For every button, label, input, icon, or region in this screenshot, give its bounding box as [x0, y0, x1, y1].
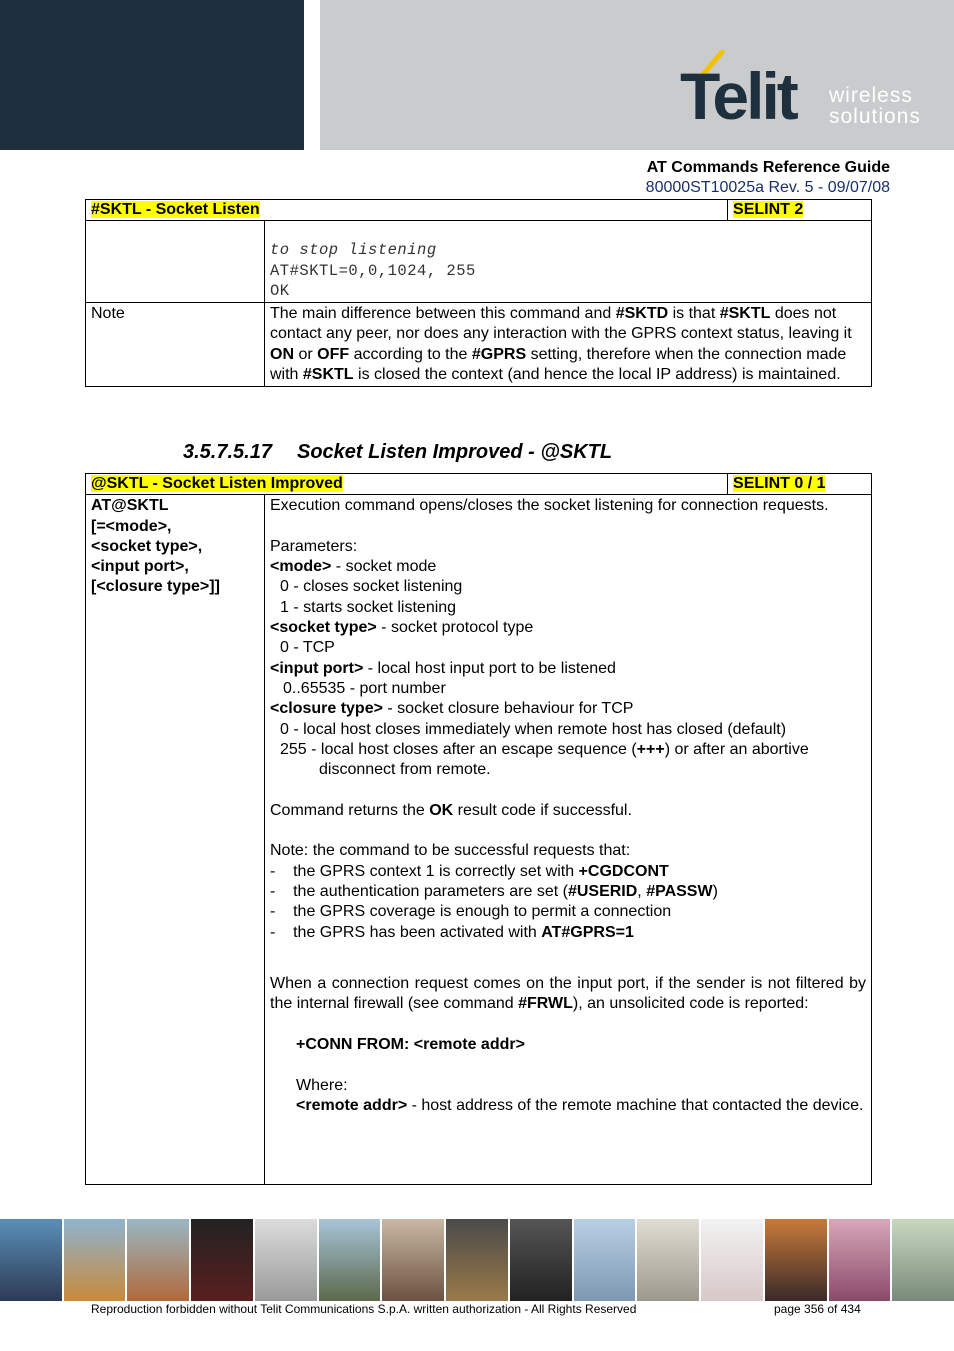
photo-clock-image: [191, 1219, 255, 1301]
connection-text: When a connection request comes on the input port, if the sender is not filtered by the internal firewall (see command #FRWL), an unsolicited code is reported:: [270, 975, 867, 1013]
table-row: [86, 495, 872, 1185]
copyright-footer: Reproduction forbidden without Telit Communications S.p.A. written authorization - All Rights Reserved: [91, 1302, 637, 1316]
photo-wind-image: [574, 1219, 638, 1301]
param-mode: <mode> - socket mode: [270, 558, 437, 576]
photo-sign-image: [64, 1219, 128, 1301]
photo-station-image: [765, 1219, 829, 1301]
photo-laser-image: [701, 1219, 765, 1301]
doc-revision: 80000ST10025a Rev. 5 - 09/07/08: [645, 179, 890, 196]
list-item: - the authentication parameters are set (#USERID, #PASSW): [270, 882, 718, 900]
photo-road-image: [0, 1219, 64, 1301]
selint-cell: SELINT 0 / 1: [728, 474, 872, 495]
telit-logo: Telit: [680, 59, 796, 133]
table-title-cell: #SKTL - Socket Listen: [86, 200, 728, 221]
note-text: The main difference between this command and #SKTD is that #SKTL does not contact any peer, nor does any interaction with the GPRS context status, leaving it ON or OFF according to the #GPRS setting, therefore when the connection made with #SKTL is closed the context (and hence the local IP address) is maintained.: [265, 303, 872, 387]
sktl-table: [85, 199, 872, 387]
logo-tagline: wireless solutions: [829, 84, 921, 128]
command-description-cell: Execution command opens/closes the socket listening for connection requests. Parameters: <mode> - socket mode 0 - closes socket listening 1 - starts socket listening <socket type> - socket protocol type 0 - TCP <input port> - local host input port to be listened 0..65535 - port number <closure type> - socket closure behaviour for TCP 0 - local host closes immediately when remote host has closed (default) 255 - local host closes after an escape sequence (+++) or after an abortive disconnect from remote. Command returns the OK result code if successful. Note: the command to be successful requests that: - the GPRS context 1 is correctly set with +CGDCONT - the authentication parameters are set (#USERID, #PASSW) - the GPRS coverage is enough to permit a connection - the GPRS has been activated with AT#GPRS=1 When a connection request comes on the input port, if the sender is not filtered by the internal firewall (see command #FRWL), an unsolicited code is reported: +CONN FROM: <remote addr> Where: <remote addr> - host address of the remote machine that contacted the device.: [265, 495, 872, 1185]
param-socket-type: <socket type> - socket protocol type: [270, 619, 534, 637]
example-cell: to stop listening AT#SKTL=0,0,1024, 255 OK: [265, 221, 872, 303]
photo-phone-image: [510, 1219, 574, 1301]
photo-keyboard-image: [255, 1219, 319, 1301]
photo-meter-image: [637, 1219, 701, 1301]
table-row: [86, 221, 872, 303]
photo-store-image: [829, 1219, 893, 1301]
note-label: Note: [86, 303, 265, 387]
command-syntax-cell: AT@SKTL [=<mode>, <socket type>, <input port>, [<closure type>]]: [86, 495, 265, 1185]
param-input-port: <input port> - local host input port to be listened: [270, 659, 616, 677]
list-item: - the GPRS has been activated with AT#GPRS=1: [270, 923, 634, 941]
list-item: - the GPRS context 1 is correctly set with +CGDCONT: [270, 862, 669, 880]
table-row: [86, 200, 872, 221]
selint-cell: SELINT 2: [728, 200, 872, 221]
photo-card-image: [382, 1219, 446, 1301]
param-closure-type: <closure type> - socket closure behaviour for TCP: [270, 700, 634, 718]
photo-camera-image: [892, 1219, 954, 1301]
photo-cyclist-image: [319, 1219, 383, 1301]
list-item: - the GPRS coverage is enough to permit a connection: [270, 903, 672, 921]
header-dark-panel: [0, 0, 304, 150]
remote-addr-desc: <remote addr> - host address of the remote machine that contacted the device.: [296, 1096, 864, 1114]
section-heading: 3.5.7.5.17 Socket Listen Improved - @SKTL: [183, 441, 613, 463]
page-number: page 356 of 434: [774, 1302, 861, 1316]
return-code-text: Command returns the OK result code if successful.: [270, 801, 632, 819]
table-row: [86, 303, 872, 387]
table-row: [86, 474, 872, 495]
at-sktl-table: [85, 473, 872, 1185]
doc-title: AT Commands Reference Guide: [646, 159, 890, 176]
table-title-cell: @SKTL - Socket Listen Improved: [86, 474, 728, 495]
photo-vending-image: [446, 1219, 510, 1301]
footer-photo-strip: [0, 1219, 954, 1301]
photo-containers-image: [127, 1219, 191, 1301]
urc-text: +CONN FROM: <remote addr>: [296, 1036, 525, 1054]
